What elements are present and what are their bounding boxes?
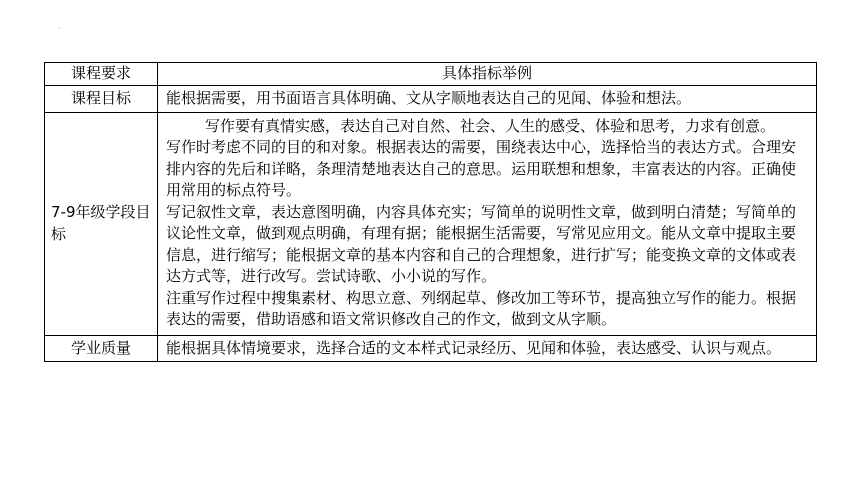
row-label-grade-7-9-goal: 7-9年级学段目标 [45,112,158,335]
decorative-dot: . [58,22,61,31]
row-content-academic-quality [158,335,817,362]
row-content-grade-7-9-goal [158,112,817,335]
goal-paragraph-2: 写作时考虑不同的目的和对象。根据表达的需要，围绕表达中心，选择恰当的表达方式。合理安排内容的先后和详略，条理清楚地表达自己的意思。运用联想和想象，丰富表达的内容。正确使用常用的标点符号。 [166,138,797,199]
curriculum-requirements-table [44,62,817,362]
course-goal-text: 能根据需要，用书面语言具体明确、文从字顺地表达自己的见闻、体验和想法。 [166,89,692,107]
header-indicator-examples: 具体指标举例 [158,63,817,86]
row-label-academic-quality: 学业质量 [45,335,158,362]
table-row-grade-7-9-goal [45,112,817,335]
goal-paragraph-3: 写记叙性文章，表达意图明确，内容具体充实；写简单的说明性文章，做到明白清楚；写简单的议论性文章，做到观点明确，有理有据；能根据生活需要，写常见应用文。能从文章中提取主要信息，进行缩写；能根据文章的基本内容和自己的合理想象，进行扩写；能变换文章的文体或表达方式等，进行改写。尝试诗歌、小小说的写作。 [166,202,797,285]
table-header-row [45,63,817,86]
goal-paragraph-4: 注重写作过程中搜集素材、构思立意、列纲起草、修改加工等环节，提高独立写作的能力。根据表达的需要，借助语感和语文常识修改自己的作文，做到文从字顺。 [166,288,797,328]
table-row-course-goal [45,86,817,113]
academic-quality-text: 能根据具体情境要求，选择合适的文本样式记录经历、见闻和体验，表达感受、认识与观点。 [166,338,782,357]
row-label-course-goal: 课程目标 [45,86,158,113]
row-content-course-goal [158,86,817,113]
goal-paragraph-1: 写作要有真情实感，表达自己对自然、社会、人生的感受、体验和思考，力求有创意。 [205,116,776,135]
header-requirement: 课程要求 [45,63,158,86]
table-row-academic-quality [45,335,817,362]
